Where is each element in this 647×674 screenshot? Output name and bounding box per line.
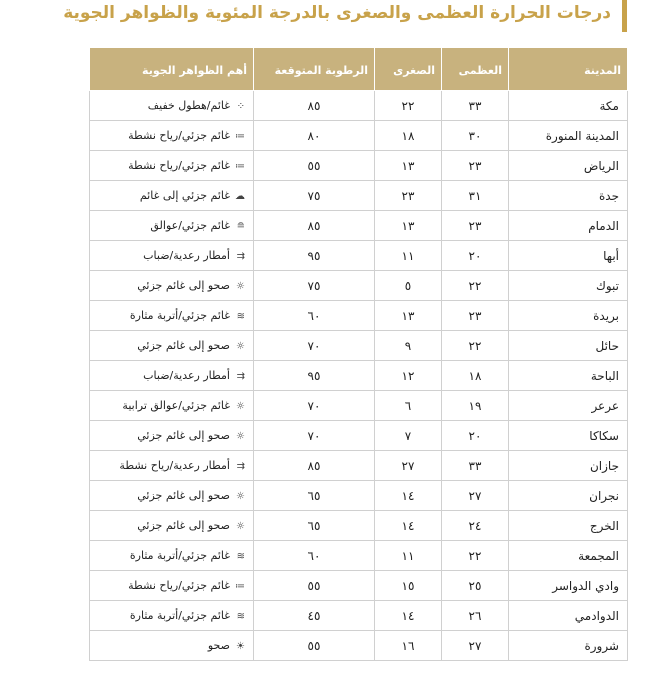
max-temp-cell: ٢٥ xyxy=(442,571,509,601)
min-temp-cell: ١٥ xyxy=(375,571,442,601)
wind-icon: ≕ xyxy=(235,131,245,142)
city-cell: جازان xyxy=(509,451,628,481)
max-temp-cell: ٣١ xyxy=(442,181,509,211)
weather-text: غائم جزئي/عوالق ترابية xyxy=(122,399,230,412)
humidity-cell: ٨٥ xyxy=(254,91,375,121)
min-temp-cell: ١٤ xyxy=(375,481,442,511)
city-cell: سكاكا xyxy=(509,421,628,451)
weather-cell xyxy=(90,121,254,151)
min-temp-cell: ١١ xyxy=(375,541,442,571)
dust-icon: ≋ xyxy=(236,551,245,562)
thunder-fog-icon: ⇉ xyxy=(236,371,245,382)
min-temp-cell: ٧ xyxy=(375,421,442,451)
city-cell: بريدة xyxy=(509,301,628,331)
table-row xyxy=(90,121,628,151)
humidity-cell: ٥٥ xyxy=(254,151,375,181)
city-cell: تبوك xyxy=(509,271,628,301)
humidity-cell: ٧٠ xyxy=(254,391,375,421)
thunder-fog-icon: ⇉ xyxy=(236,251,245,262)
table-row xyxy=(90,631,628,661)
max-temp-cell: ٢٠ xyxy=(442,421,509,451)
humidity-cell: ٩٥ xyxy=(254,241,375,271)
weather-cell xyxy=(90,631,254,661)
humidity-cell: ٦٠ xyxy=(254,541,375,571)
sun-cloud-icon: ☼ xyxy=(236,521,245,532)
city-cell: شرورة xyxy=(509,631,628,661)
humidity-cell: ٨٠ xyxy=(254,121,375,151)
weather-table xyxy=(89,47,628,661)
min-temp-cell: ٢٣ xyxy=(375,181,442,211)
weather-text: غائم جزئي/عوالق xyxy=(150,219,230,232)
city-cell: الباحة xyxy=(509,361,628,391)
table-row xyxy=(90,421,628,451)
weather-cell xyxy=(90,601,254,631)
min-temp-cell: ١٣ xyxy=(375,211,442,241)
table-row xyxy=(90,331,628,361)
city-cell: الدوادمي xyxy=(509,601,628,631)
weather-text: غائم جزئي/أتربة مثارة xyxy=(129,609,230,622)
max-temp-cell: ٣٣ xyxy=(442,91,509,121)
max-temp-cell: ٢٣ xyxy=(442,151,509,181)
table-row xyxy=(90,271,628,301)
city-cell: جدة xyxy=(509,181,628,211)
max-temp-cell: ٢٢ xyxy=(442,271,509,301)
sun-icon: ☀ xyxy=(236,641,245,652)
weather-text: غائم جزئي/رياح نشطة xyxy=(128,159,230,172)
weather-text: أمطار رعدية/ضباب xyxy=(143,249,230,262)
sun-cloud-icon: ☼ xyxy=(236,401,245,412)
table-row xyxy=(90,601,628,631)
min-temp-cell: ٩ xyxy=(375,331,442,361)
dust-icon: ≋ xyxy=(236,611,245,622)
weather-text: صحو إلى غائم جزئي xyxy=(137,279,230,292)
weather-cell xyxy=(90,421,254,451)
humidity-cell: ٥٥ xyxy=(254,571,375,601)
sun-cloud-icon: ☼ xyxy=(236,341,245,352)
min-temp-cell: ١٤ xyxy=(375,601,442,631)
humidity-cell: ٧٠ xyxy=(254,421,375,451)
min-temp-cell: ١٨ xyxy=(375,121,442,151)
table-row xyxy=(90,91,628,121)
humidity-cell: ٤٥ xyxy=(254,601,375,631)
min-temp-cell: ٥ xyxy=(375,271,442,301)
weather-cell xyxy=(90,331,254,361)
min-temp-cell: ٦ xyxy=(375,391,442,421)
table-row xyxy=(90,571,628,601)
table-row xyxy=(90,301,628,331)
weather-cell xyxy=(90,241,254,271)
weather-text: أمطار رعدية/ضباب xyxy=(143,369,230,382)
humidity-cell: ٦٥ xyxy=(254,481,375,511)
thunder-wind-icon: ⇉ xyxy=(236,461,245,472)
weather-cell xyxy=(90,481,254,511)
haze-icon: ≘ xyxy=(236,221,245,232)
sun-cloud-icon: ☼ xyxy=(236,281,245,292)
col-header-weather: أهم الظواهر الجوية xyxy=(90,48,254,91)
weather-text: غائم جزئي/رياح نشطة xyxy=(128,579,230,592)
city-cell: مكة xyxy=(509,91,628,121)
weather-cell xyxy=(90,91,254,121)
city-cell: الرياض xyxy=(509,151,628,181)
title-accent-bar xyxy=(622,0,627,32)
humidity-cell: ٩٥ xyxy=(254,361,375,391)
city-cell: نجران xyxy=(509,481,628,511)
table-row xyxy=(90,151,628,181)
humidity-cell: ٨٥ xyxy=(254,211,375,241)
weather-text: صحو إلى غائم جزئي xyxy=(137,339,230,352)
dust-icon: ≋ xyxy=(236,311,245,322)
humidity-cell: ٧٥ xyxy=(254,181,375,211)
min-temp-cell: ١٦ xyxy=(375,631,442,661)
weather-text: غائم جزئي/أتربة مثارة xyxy=(129,549,230,562)
max-temp-cell: ٢٢ xyxy=(442,331,509,361)
weather-text: صحو إلى غائم جزئي xyxy=(137,519,230,532)
max-temp-cell: ٢٧ xyxy=(442,631,509,661)
drizzle-icon: ⁘ xyxy=(236,101,245,112)
col-header-max: العظمى xyxy=(442,48,509,91)
table-body xyxy=(90,91,628,661)
col-header-humidity: الرطوبة المتوقعة xyxy=(254,48,375,91)
max-temp-cell: ٢٣ xyxy=(442,211,509,241)
max-temp-cell: ٢٧ xyxy=(442,481,509,511)
weather-cell xyxy=(90,151,254,181)
col-header-min: الصغرى xyxy=(375,48,442,91)
max-temp-cell: ٢٢ xyxy=(442,541,509,571)
humidity-cell: ٨٥ xyxy=(254,451,375,481)
cloud-icon: ☁ xyxy=(235,191,245,202)
wind-icon: ≕ xyxy=(235,581,245,592)
weather-cell xyxy=(90,361,254,391)
weather-text: غائم جزئي/أتربة مثارة xyxy=(129,309,230,322)
city-cell: وادي الدواسر xyxy=(509,571,628,601)
max-temp-cell: ٣٣ xyxy=(442,451,509,481)
weather-cell xyxy=(90,541,254,571)
weather-cell xyxy=(90,271,254,301)
table-header-row xyxy=(90,48,628,91)
weather-cell xyxy=(90,571,254,601)
sun-cloud-icon: ☼ xyxy=(236,431,245,442)
city-cell: الخرج xyxy=(509,511,628,541)
city-cell: الدمام xyxy=(509,211,628,241)
max-temp-cell: ٢٤ xyxy=(442,511,509,541)
max-temp-cell: ٢٣ xyxy=(442,301,509,331)
title-bar xyxy=(27,0,627,32)
min-temp-cell: ٢٧ xyxy=(375,451,442,481)
max-temp-cell: ٢٠ xyxy=(442,241,509,271)
min-temp-cell: ١١ xyxy=(375,241,442,271)
max-temp-cell: ١٨ xyxy=(442,361,509,391)
min-temp-cell: ١٢ xyxy=(375,361,442,391)
wind-icon: ≕ xyxy=(235,161,245,172)
humidity-cell: ٦٥ xyxy=(254,511,375,541)
weather-text: غائم/هطول خفيف xyxy=(147,99,230,112)
humidity-cell: ٥٥ xyxy=(254,631,375,661)
city-cell: المدينة المنورة xyxy=(509,121,628,151)
min-temp-cell: ٢٢ xyxy=(375,91,442,121)
max-temp-cell: ٢٦ xyxy=(442,601,509,631)
weather-cell xyxy=(90,391,254,421)
humidity-cell: ٧٥ xyxy=(254,271,375,301)
weather-text: صحو إلى غائم جزئي xyxy=(137,429,230,442)
humidity-cell: ٧٠ xyxy=(254,331,375,361)
table-row xyxy=(90,361,628,391)
weather-cell xyxy=(90,211,254,241)
weather-text: أمطار رعدية/رياح نشطة xyxy=(119,459,230,472)
table-row xyxy=(90,211,628,241)
min-temp-cell: ١٣ xyxy=(375,151,442,181)
weather-text: غائم جزئي/رياح نشطة xyxy=(128,129,230,142)
col-header-city: المدينة xyxy=(509,48,628,91)
weather-text: صحو إلى غائم جزئي xyxy=(137,489,230,502)
table-row xyxy=(90,511,628,541)
weather-cell xyxy=(90,511,254,541)
max-temp-cell: ١٩ xyxy=(442,391,509,421)
humidity-cell: ٦٠ xyxy=(254,301,375,331)
sun-cloud-icon: ☼ xyxy=(236,491,245,502)
weather-cell xyxy=(90,181,254,211)
min-temp-cell: ١٤ xyxy=(375,511,442,541)
max-temp-cell: ٣٠ xyxy=(442,121,509,151)
city-cell: حائل xyxy=(509,331,628,361)
weather-text: صحو xyxy=(207,639,230,652)
table-row xyxy=(90,181,628,211)
table-row xyxy=(90,541,628,571)
city-cell: المجمعة xyxy=(509,541,628,571)
city-cell: عرعر xyxy=(509,391,628,421)
page-title: درجات الحرارة العظمى والصغرى بالدرجة المئوية والظواهر الجوية xyxy=(63,3,611,23)
city-cell: أبها xyxy=(509,241,628,271)
min-temp-cell: ١٣ xyxy=(375,301,442,331)
table-row xyxy=(90,451,628,481)
table-row xyxy=(90,241,628,271)
table-row xyxy=(90,481,628,511)
weather-cell xyxy=(90,451,254,481)
weather-cell xyxy=(90,301,254,331)
table-row xyxy=(90,391,628,421)
weather-text: غائم جزئي إلى غائم xyxy=(139,189,230,202)
